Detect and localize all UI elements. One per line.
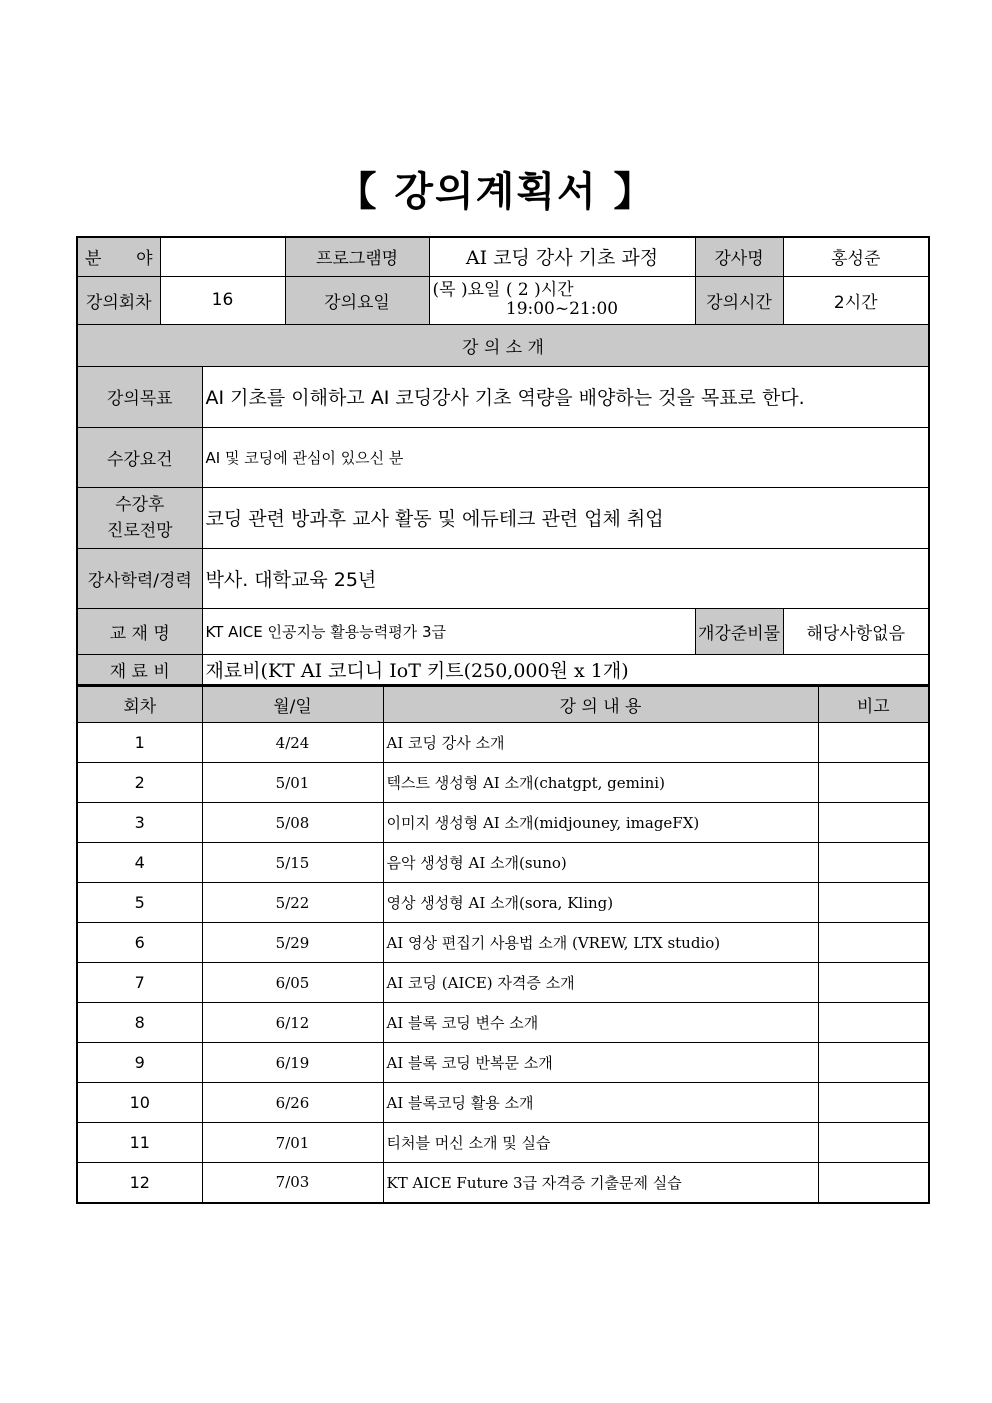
prep-label: 개강준비물 [695,608,783,654]
table-row [77,1043,929,1083]
field-value [160,237,285,276]
hours-value: 2시간 [783,276,929,324]
schedule-no-cell: 3 [77,803,202,843]
program-label: 프로그램명 [285,237,429,276]
schedule-header-date: 월/일 [202,687,383,723]
table-row [77,1003,929,1043]
schedule-no-cell: 2 [77,763,202,803]
schedule-content-cell: AI 코딩 강사 소개 [383,723,818,763]
schedule-no-cell: 10 [77,1083,202,1123]
schedule-date-cell: 7/03 [202,1163,383,1203]
schedule-note-cell [818,923,929,963]
material-label: 재 료 비 [77,654,202,685]
schedule-content-cell: AI 블록코딩 활용 소개 [383,1083,818,1123]
schedule-note-cell [818,843,929,883]
schedule-note-cell [818,963,929,1003]
schedule-note-cell [818,763,929,803]
schedule-header-note: 비고 [818,687,929,723]
schedule-date-cell: 4/24 [202,723,383,763]
schedule-no-cell: 4 [77,843,202,883]
schedule-content-cell: AI 블록 코딩 변수 소개 [383,1003,818,1043]
instructor-label: 강사명 [695,237,783,276]
schedule-date-cell: 7/01 [202,1123,383,1163]
schedule-date-cell: 6/12 [202,1003,383,1043]
bio-label: 강사학력/경력 [77,548,202,608]
schedule-date-cell: 5/01 [202,763,383,803]
schedule-note-cell [818,1163,929,1203]
requirement-value: AI 및 코딩에 관심이 있으신 분 [202,427,929,487]
schedule-table [76,686,930,1204]
schedule-note-cell [818,1043,929,1083]
table-row [77,1163,929,1203]
schedule-no-cell: 6 [77,923,202,963]
schedule-header-content: 강 의 내 용 [383,687,818,723]
schedule-no-cell: 5 [77,883,202,923]
intro-header: 강 의 소 개 [77,324,929,366]
schedule-content-cell: KT AICE Future 3급 자격증 기출문제 실습 [383,1163,818,1203]
schedule-note-cell [818,723,929,763]
table-row [77,1083,929,1123]
schedule-note-cell [818,1083,929,1123]
day-value-line1: (목 )요일 ( 2 )시간 [432,280,574,300]
table-row [77,803,929,843]
textbook-label: 교 재 명 [77,608,202,654]
schedule-note-cell [818,803,929,843]
schedule-note-cell [818,883,929,923]
career-value: 코딩 관련 방과후 교사 활동 및 에듀테크 관련 업체 취업 [202,487,929,548]
career-label: 수강후 진로전망 [77,487,202,548]
goal-label: 강의목표 [77,366,202,427]
schedule-header-no: 회차 [77,687,202,723]
prep-value: 해당사항없음 [783,608,929,654]
schedule-date-cell: 5/22 [202,883,383,923]
schedule-no-cell: 7 [77,963,202,1003]
schedule-note-cell [818,1003,929,1043]
schedule-no-cell: 12 [77,1163,202,1203]
day-value [429,276,695,324]
table-row [77,1123,929,1163]
schedule-no-cell: 11 [77,1123,202,1163]
table-row [77,723,929,763]
textbook-value: KT AICE 인공지능 활용능력평가 3급 [202,608,695,654]
session-label: 강의회차 [77,276,160,324]
schedule-note-cell [818,1123,929,1163]
schedule-no-cell: 9 [77,1043,202,1083]
table-row [77,923,929,963]
schedule-date-cell: 5/29 [202,923,383,963]
day-value-line2: 19:00~21:00 [505,299,619,319]
schedule-content-cell: 음악 생성형 AI 소개(suno) [383,843,818,883]
schedule-content-cell: 영상 생성형 AI 소개(sora, Kling) [383,883,818,923]
page-title: 【 강의계획서 】 [336,169,656,215]
table-row [77,763,929,803]
schedule-no-cell: 8 [77,1003,202,1043]
schedule-content-cell: AI 코딩 (AICE) 자격증 소개 [383,963,818,1003]
schedule-date-cell: 6/19 [202,1043,383,1083]
schedule-no-cell: 1 [77,723,202,763]
schedule-content-cell: 이미지 생성형 AI 소개(midjouney, imageFX) [383,803,818,843]
hours-label: 강의시간 [695,276,783,324]
schedule-content-cell: 티처블 머신 소개 및 실습 [383,1123,818,1163]
schedule-date-cell: 6/26 [202,1083,383,1123]
requirement-label: 수강요건 [77,427,202,487]
schedule-content-cell: AI 영상 편집기 사용법 소개 (VREW, LTX studio) [383,923,818,963]
table-row [77,843,929,883]
program-value: AI 코딩 강사 기초 과정 [429,237,695,276]
schedule-date-cell: 5/08 [202,803,383,843]
instructor-value: 홍성준 [783,237,929,276]
schedule-date-cell: 5/15 [202,843,383,883]
table-row [77,883,929,923]
field-label: 분 야 [77,237,160,276]
session-value: 16 [160,276,285,324]
day-label: 강의요일 [285,276,429,324]
material-value: 재료비(KT AI 코디니 IoT 키트(250,000원 x 1개) [202,654,929,685]
schedule-content-cell: 텍스트 생성형 AI 소개(chatgpt, gemini) [383,763,818,803]
schedule-date-cell: 6/05 [202,963,383,1003]
course-info-table [76,236,930,686]
bio-value: 박사. 대학교육 25년 [202,548,929,608]
goal-value: AI 기초를 이해하고 AI 코딩강사 기초 역량을 배양하는 것을 목표로 한다. [202,366,929,427]
schedule-content-cell: AI 블록 코딩 반복문 소개 [383,1043,818,1083]
table-row [77,963,929,1003]
